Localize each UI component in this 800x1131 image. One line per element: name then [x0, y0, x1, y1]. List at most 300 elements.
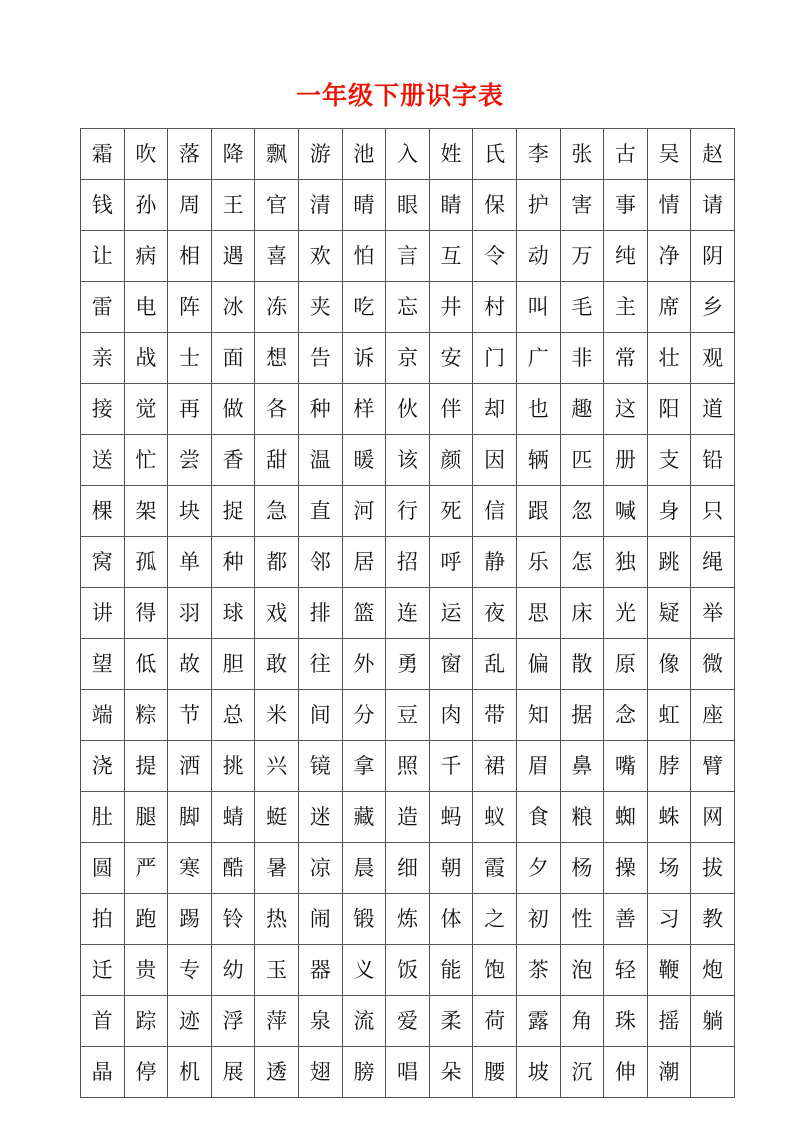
character-cell: 举: [691, 588, 735, 639]
character-cell: 战: [124, 333, 168, 384]
character-cell: 只: [691, 486, 735, 537]
character-cell: 伴: [429, 384, 473, 435]
character-cell: 单: [168, 537, 212, 588]
character-cell: 夹: [298, 282, 342, 333]
character-cell: 言: [386, 231, 430, 282]
character-cell: 唱: [386, 1047, 430, 1098]
character-cell: 吃: [342, 282, 386, 333]
character-cell: 座: [691, 690, 735, 741]
character-cell: 躺: [691, 996, 735, 1047]
character-cell: 总: [211, 690, 255, 741]
character-cell: 寒: [168, 843, 212, 894]
character-cell: 雷: [81, 282, 125, 333]
character-cell: 镜: [298, 741, 342, 792]
character-cell: 辆: [516, 435, 560, 486]
character-cell: 萍: [255, 996, 299, 1047]
character-cell: 分: [342, 690, 386, 741]
character-cell: 主: [604, 282, 648, 333]
character-cell: 拔: [691, 843, 735, 894]
character-cell: 古: [604, 129, 648, 180]
character-cell: 露: [516, 996, 560, 1047]
character-cell: 虹: [647, 690, 691, 741]
character-cell: 机: [168, 1047, 212, 1098]
character-cell: 裙: [473, 741, 517, 792]
character-cell: 赵: [691, 129, 735, 180]
character-cell: 冻: [255, 282, 299, 333]
character-cell: 念: [604, 690, 648, 741]
character-cell: 铅: [691, 435, 735, 486]
character-cell: 臂: [691, 741, 735, 792]
character-cell: 能: [429, 945, 473, 996]
character-cell: 跑: [124, 894, 168, 945]
character-cell: 偏: [516, 639, 560, 690]
table-row: [81, 384, 735, 435]
character-cell: 让: [81, 231, 125, 282]
character-cell: 蛛: [647, 792, 691, 843]
character-cell: 排: [298, 588, 342, 639]
character-cell: 端: [81, 690, 125, 741]
character-cell: 勇: [386, 639, 430, 690]
character-cell: 照: [386, 741, 430, 792]
character-cell: 乱: [473, 639, 517, 690]
character-cell: 喊: [604, 486, 648, 537]
character-cell: 迁: [81, 945, 125, 996]
character-cell: 清: [298, 180, 342, 231]
character-cell: 网: [691, 792, 735, 843]
character-cell: 再: [168, 384, 212, 435]
character-cell: 乐: [516, 537, 560, 588]
character-cell: 运: [429, 588, 473, 639]
character-cell: 柔: [429, 996, 473, 1047]
character-cell: 望: [81, 639, 125, 690]
character-cell: 孤: [124, 537, 168, 588]
character-cell: 疑: [647, 588, 691, 639]
character-cell: 踪: [124, 996, 168, 1047]
character-cell: 册: [604, 435, 648, 486]
character-cell: 村: [473, 282, 517, 333]
character-cell: 器: [298, 945, 342, 996]
character-cell: 蜻: [211, 792, 255, 843]
table-row: [81, 231, 735, 282]
table-row: [81, 996, 735, 1047]
character-cell: 种: [211, 537, 255, 588]
character-cell: 晨: [342, 843, 386, 894]
character-cell: 杨: [560, 843, 604, 894]
character-cell: 游: [298, 129, 342, 180]
character-cell: 种: [298, 384, 342, 435]
character-cell: 相: [168, 231, 212, 282]
character-cell: 面: [211, 333, 255, 384]
character-cell: 直: [298, 486, 342, 537]
character-cell: 趣: [560, 384, 604, 435]
character-cell: 毛: [560, 282, 604, 333]
character-cell: 球: [211, 588, 255, 639]
character-cell: 万: [560, 231, 604, 282]
character-cell: 严: [124, 843, 168, 894]
character-cell: 朵: [429, 1047, 473, 1098]
character-cell: 粮: [560, 792, 604, 843]
table-row: [81, 690, 735, 741]
character-cell: 暑: [255, 843, 299, 894]
character-cell: 胆: [211, 639, 255, 690]
table-row: [81, 180, 735, 231]
character-cell: 做: [211, 384, 255, 435]
table-row: [81, 588, 735, 639]
character-cell: 沉: [560, 1047, 604, 1098]
character-cell: 都: [255, 537, 299, 588]
character-cell: 席: [647, 282, 691, 333]
character-cell: 玉: [255, 945, 299, 996]
character-cell: 坡: [516, 1047, 560, 1098]
character-table-container: [80, 128, 724, 1098]
character-cell: 造: [386, 792, 430, 843]
character-cell: 浇: [81, 741, 125, 792]
character-cell: 尝: [168, 435, 212, 486]
table-row: [81, 486, 735, 537]
character-cell: 羽: [168, 588, 212, 639]
character-cell: 肚: [81, 792, 125, 843]
character-table-body: [81, 129, 735, 1098]
character-cell: 喜: [255, 231, 299, 282]
character-cell: 脖: [647, 741, 691, 792]
character-cell: 床: [560, 588, 604, 639]
character-cell: 藏: [342, 792, 386, 843]
character-cell: 该: [386, 435, 430, 486]
character-cell: 拿: [342, 741, 386, 792]
character-cell: 飘: [255, 129, 299, 180]
character-cell: 河: [342, 486, 386, 537]
character-cell: 义: [342, 945, 386, 996]
character-cell: 架: [124, 486, 168, 537]
character-cell: 轻: [604, 945, 648, 996]
character-cell: 光: [604, 588, 648, 639]
character-cell: 粽: [124, 690, 168, 741]
character-cell: 思: [516, 588, 560, 639]
character-cell: 炮: [691, 945, 735, 996]
character-cell: 角: [560, 996, 604, 1047]
character-cell: 泉: [298, 996, 342, 1047]
character-cell: 散: [560, 639, 604, 690]
character-cell: 邻: [298, 537, 342, 588]
character-cell: 阵: [168, 282, 212, 333]
character-cell: 千: [429, 741, 473, 792]
character-cell: 带: [473, 690, 517, 741]
character-cell: 潮: [647, 1047, 691, 1098]
character-cell: 茶: [516, 945, 560, 996]
character-cell: 朝: [429, 843, 473, 894]
character-cell: 阳: [647, 384, 691, 435]
character-cell: 观: [691, 333, 735, 384]
character-cell: 入: [386, 129, 430, 180]
character-cell: 善: [604, 894, 648, 945]
character-cell: 棵: [81, 486, 125, 537]
character-cell: 甜: [255, 435, 299, 486]
character-cell: 专: [168, 945, 212, 996]
character-cell: 接: [81, 384, 125, 435]
character-cell: 鼻: [560, 741, 604, 792]
character-cell: 事: [604, 180, 648, 231]
table-row: [81, 741, 735, 792]
character-cell: 鞭: [647, 945, 691, 996]
character-cell: 令: [473, 231, 517, 282]
character-cell: 冰: [211, 282, 255, 333]
character-cell: 腿: [124, 792, 168, 843]
character-cell: 孙: [124, 180, 168, 231]
character-cell: 广: [516, 333, 560, 384]
character-cell: 蜘: [604, 792, 648, 843]
character-cell: 动: [516, 231, 560, 282]
character-cell: 伙: [386, 384, 430, 435]
character-cell: 教: [691, 894, 735, 945]
character-cell: 京: [386, 333, 430, 384]
character-cell: 习: [647, 894, 691, 945]
character-cell: 钱: [81, 180, 125, 231]
table-row: [81, 129, 735, 180]
character-cell: 吴: [647, 129, 691, 180]
character-cell: 酷: [211, 843, 255, 894]
character-cell: 戏: [255, 588, 299, 639]
character-cell: 跳: [647, 537, 691, 588]
character-cell: 电: [124, 282, 168, 333]
character-cell: 洒: [168, 741, 212, 792]
character-cell: 姓: [429, 129, 473, 180]
character-cell: 这: [604, 384, 648, 435]
character-cell: 晶: [81, 1047, 125, 1098]
character-cell: 晴: [342, 180, 386, 231]
character-cell: 互: [429, 231, 473, 282]
character-cell: 遇: [211, 231, 255, 282]
character-cell: 迹: [168, 996, 212, 1047]
character-cell: 捉: [211, 486, 255, 537]
character-cell: 温: [298, 435, 342, 486]
character-cell: 幼: [211, 945, 255, 996]
character-cell: 细: [386, 843, 430, 894]
character-cell: 敢: [255, 639, 299, 690]
character-cell: 之: [473, 894, 517, 945]
character-cell: 锻: [342, 894, 386, 945]
character-cell: 铃: [211, 894, 255, 945]
character-cell: 得: [124, 588, 168, 639]
character-cell: 讲: [81, 588, 125, 639]
character-cell: 踢: [168, 894, 212, 945]
character-cell: 乡: [691, 282, 735, 333]
character-cell: 信: [473, 486, 517, 537]
character-cell: 流: [342, 996, 386, 1047]
character-cell: 贵: [124, 945, 168, 996]
character-cell: 脚: [168, 792, 212, 843]
character-cell: 道: [691, 384, 735, 435]
character-cell: 夕: [516, 843, 560, 894]
character-cell: 亲: [81, 333, 125, 384]
character-cell: 迷: [298, 792, 342, 843]
character-cell: 跟: [516, 486, 560, 537]
character-cell: 门: [473, 333, 517, 384]
character-cell: 周: [168, 180, 212, 231]
character-cell: 饱: [473, 945, 517, 996]
character-cell: 初: [516, 894, 560, 945]
table-row: [81, 894, 735, 945]
character-cell: 却: [473, 384, 517, 435]
character-cell: 保: [473, 180, 517, 231]
table-row: [81, 537, 735, 588]
page-title: 一年级下册识字表: [295, 81, 504, 110]
character-cell: 窝: [81, 537, 125, 588]
character-cell: 叫: [516, 282, 560, 333]
character-cell: 怎: [560, 537, 604, 588]
character-cell: 展: [211, 1047, 255, 1098]
empty-cell: [691, 1047, 735, 1098]
character-cell: 也: [516, 384, 560, 435]
character-cell: 急: [255, 486, 299, 537]
character-cell: 纯: [604, 231, 648, 282]
character-cell: 绳: [691, 537, 735, 588]
character-cell: 肉: [429, 690, 473, 741]
character-cell: 送: [81, 435, 125, 486]
character-cell: 体: [429, 894, 473, 945]
table-row: [81, 792, 735, 843]
character-cell: 请: [691, 180, 735, 231]
character-cell: 篮: [342, 588, 386, 639]
character-cell: 因: [473, 435, 517, 486]
character-cell: 暖: [342, 435, 386, 486]
character-cell: 护: [516, 180, 560, 231]
character-cell: 挑: [211, 741, 255, 792]
character-cell: 安: [429, 333, 473, 384]
character-cell: 官: [255, 180, 299, 231]
character-cell: 非: [560, 333, 604, 384]
character-cell: 首: [81, 996, 125, 1047]
character-cell: 死: [429, 486, 473, 537]
character-cell: 摇: [647, 996, 691, 1047]
character-cell: 操: [604, 843, 648, 894]
character-cell: 行: [386, 486, 430, 537]
character-cell: 闹: [298, 894, 342, 945]
character-cell: 连: [386, 588, 430, 639]
character-cell: 忙: [124, 435, 168, 486]
character-cell: 招: [386, 537, 430, 588]
character-cell: 据: [560, 690, 604, 741]
character-cell: 霞: [473, 843, 517, 894]
character-cell: 豆: [386, 690, 430, 741]
character-cell: 夜: [473, 588, 517, 639]
character-cell: 士: [168, 333, 212, 384]
character-cell: 往: [298, 639, 342, 690]
character-cell: 蚁: [473, 792, 517, 843]
character-cell: 兴: [255, 741, 299, 792]
character-cell: 伸: [604, 1047, 648, 1098]
character-cell: 蚂: [429, 792, 473, 843]
character-cell: 各: [255, 384, 299, 435]
character-cell: 情: [647, 180, 691, 231]
character-cell: 翅: [298, 1047, 342, 1098]
character-cell: 净: [647, 231, 691, 282]
character-cell: 吹: [124, 129, 168, 180]
character-cell: 害: [560, 180, 604, 231]
character-cell: 间: [298, 690, 342, 741]
character-cell: 热: [255, 894, 299, 945]
character-cell: 李: [516, 129, 560, 180]
character-table: [80, 128, 735, 1098]
character-cell: 性: [560, 894, 604, 945]
character-cell: 米: [255, 690, 299, 741]
character-cell: 告: [298, 333, 342, 384]
character-cell: 常: [604, 333, 648, 384]
character-cell: 蜓: [255, 792, 299, 843]
character-cell: 呼: [429, 537, 473, 588]
character-cell: 霜: [81, 129, 125, 180]
character-cell: 支: [647, 435, 691, 486]
character-cell: 珠: [604, 996, 648, 1047]
character-cell: 眼: [386, 180, 430, 231]
character-cell: 场: [647, 843, 691, 894]
character-cell: 香: [211, 435, 255, 486]
character-cell: 节: [168, 690, 212, 741]
table-row: [81, 333, 735, 384]
character-cell: 透: [255, 1047, 299, 1098]
character-cell: 觉: [124, 384, 168, 435]
character-cell: 知: [516, 690, 560, 741]
character-cell: 荷: [473, 996, 517, 1047]
character-cell: 爱: [386, 996, 430, 1047]
character-cell: 想: [255, 333, 299, 384]
character-cell: 凉: [298, 843, 342, 894]
character-cell: 外: [342, 639, 386, 690]
character-cell: 匹: [560, 435, 604, 486]
character-cell: 眉: [516, 741, 560, 792]
character-cell: 壮: [647, 333, 691, 384]
character-cell: 块: [168, 486, 212, 537]
character-cell: 嘴: [604, 741, 648, 792]
table-row: [81, 639, 735, 690]
character-cell: 欢: [298, 231, 342, 282]
character-cell: 低: [124, 639, 168, 690]
character-cell: 身: [647, 486, 691, 537]
character-cell: 张: [560, 129, 604, 180]
character-cell: 忘: [386, 282, 430, 333]
character-cell: 落: [168, 129, 212, 180]
table-row: [81, 945, 735, 996]
character-cell: 病: [124, 231, 168, 282]
character-cell: 独: [604, 537, 648, 588]
character-cell: 浮: [211, 996, 255, 1047]
character-cell: 微: [691, 639, 735, 690]
character-cell: 窗: [429, 639, 473, 690]
table-row: [81, 1047, 735, 1098]
character-cell: 降: [211, 129, 255, 180]
character-cell: 炼: [386, 894, 430, 945]
character-cell: 原: [604, 639, 648, 690]
character-cell: 睛: [429, 180, 473, 231]
character-cell: 阴: [691, 231, 735, 282]
character-cell: 静: [473, 537, 517, 588]
table-row: [81, 435, 735, 486]
character-cell: 故: [168, 639, 212, 690]
character-cell: 诉: [342, 333, 386, 384]
character-cell: 居: [342, 537, 386, 588]
character-cell: 井: [429, 282, 473, 333]
character-cell: 饭: [386, 945, 430, 996]
character-cell: 怕: [342, 231, 386, 282]
table-row: [81, 282, 735, 333]
character-cell: 氏: [473, 129, 517, 180]
character-cell: 食: [516, 792, 560, 843]
table-row: [81, 843, 735, 894]
character-cell: 圆: [81, 843, 125, 894]
character-cell: 样: [342, 384, 386, 435]
character-cell: 王: [211, 180, 255, 231]
character-cell: 忽: [560, 486, 604, 537]
character-cell: 像: [647, 639, 691, 690]
